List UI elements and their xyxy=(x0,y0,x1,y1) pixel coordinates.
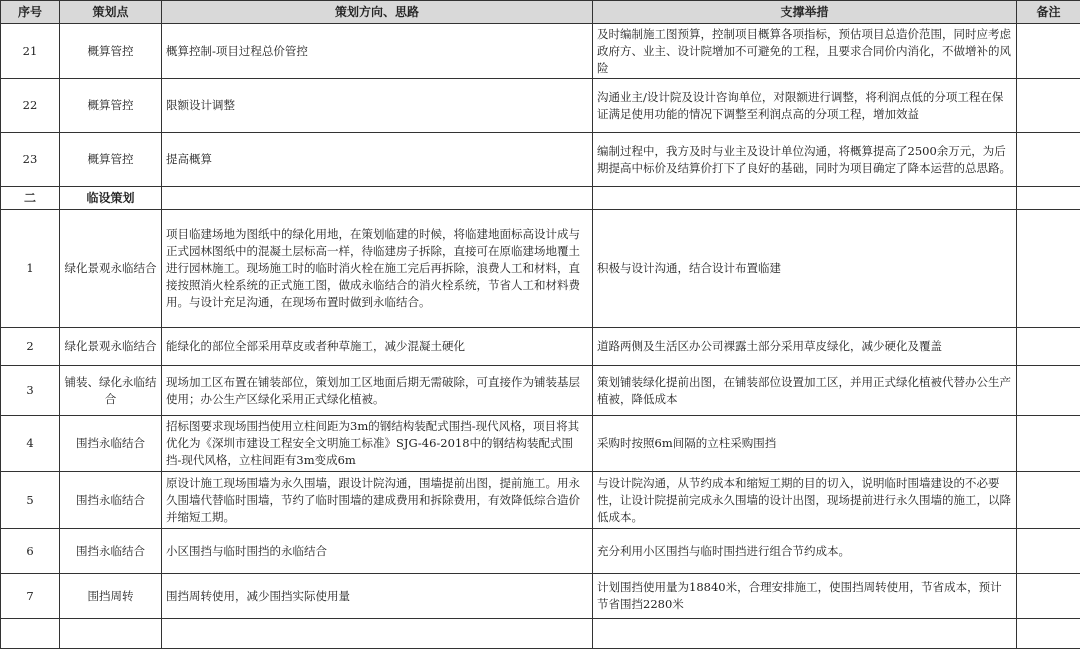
cell-direction xyxy=(162,187,593,210)
cell-measures xyxy=(593,187,1017,210)
cell-no: 21 xyxy=(1,24,60,79)
cell-remark xyxy=(1017,472,1080,529)
table-row xyxy=(1,529,1080,574)
table-row xyxy=(1,619,1080,649)
cell-point: 绿化景观永临结合 xyxy=(60,328,162,366)
table-row xyxy=(1,366,1080,416)
cell-no xyxy=(1,619,60,649)
cell-no: 22 xyxy=(1,79,60,133)
cell-measures: 与设计院沟通，从节约成本和缩短工期的目的切入，说明临时围墙建设的不必要性，让设计院提前完成永久围墙的设计出图，现场提前进行永久围墙的施工，以降低成本。 xyxy=(593,472,1017,529)
cell-point: 概算管控 xyxy=(60,79,162,133)
table-row xyxy=(1,24,1080,79)
cell-remark xyxy=(1017,416,1080,472)
table-row xyxy=(1,79,1080,133)
section-no: 二 xyxy=(1,187,60,210)
section-row xyxy=(1,187,1080,210)
cell-measures: 采购时按照6m间隔的立柱采购围挡 xyxy=(593,416,1017,472)
cell-point: 铺装、绿化永临结合 xyxy=(60,366,162,416)
cell-point: 围挡永临结合 xyxy=(60,416,162,472)
header-measures: 支撑举措 xyxy=(593,1,1017,24)
cell-no: 2 xyxy=(1,328,60,366)
cell-measures: 道路两侧及生活区办公司裸露土部分采用草皮绿化，减少硬化及覆盖 xyxy=(593,328,1017,366)
cell-remark xyxy=(1017,619,1080,649)
cell-no: 3 xyxy=(1,366,60,416)
cell-point: 概算管控 xyxy=(60,133,162,187)
cell-direction: 能绿化的部位全部采用草皮或者种草施工，减少混凝土硬化 xyxy=(162,328,593,366)
cell-no: 7 xyxy=(1,574,60,619)
cell-remark xyxy=(1017,79,1080,133)
cell-direction: 限额设计调整 xyxy=(162,79,593,133)
cell-direction: 提高概算 xyxy=(162,133,593,187)
cell-point: 概算管控 xyxy=(60,24,162,79)
header-point: 策划点 xyxy=(60,1,162,24)
cell-measures: 及时编制施工图预算，控制项目概算各项指标，预估项目总造价范围，同时应考虑政府方、业主、设计院增加不可避免的工程，且要求合同价内消化，不做增补的风险 xyxy=(593,24,1017,79)
cell-direction: 现场加工区布置在铺装部位，策划加工区地面后期无需破除，可直接作为铺装基层使用；办公生产区绿化采用正式绿化植被。 xyxy=(162,366,593,416)
cell-remark xyxy=(1017,24,1080,79)
cell-measures: 沟通业主/设计院及设计咨询单位，对限额进行调整，将利润点低的分项工程在保证满足使用功能的情况下调整至利润点高的分项工程，增加效益 xyxy=(593,79,1017,133)
cell-point: 围挡周转 xyxy=(60,574,162,619)
header-remark: 备注 xyxy=(1017,1,1080,24)
cell-measures: 策划铺装绿化提前出图，在铺装部位设置加工区，并用正式绿化植被代替办公生产植被，降低成本 xyxy=(593,366,1017,416)
cell-point: 围挡永临结合 xyxy=(60,529,162,574)
cell-remark xyxy=(1017,529,1080,574)
cell-direction xyxy=(162,619,593,649)
table-row xyxy=(1,328,1080,366)
table-header-row xyxy=(1,1,1080,24)
cell-remark xyxy=(1017,574,1080,619)
cell-point xyxy=(60,619,162,649)
cell-direction: 小区围挡与临时围挡的永临结合 xyxy=(162,529,593,574)
cell-direction: 招标图要求现场围挡使用立柱间距为3m的钢结构装配式围挡-现代风格，项目将其优化为《深圳市建设工程安全文明施工标准》SJG-46-2018中的钢结构装配式围挡-现代风格，立柱间距有3m变成6m xyxy=(162,416,593,472)
cell-no: 5 xyxy=(1,472,60,529)
table-row xyxy=(1,210,1080,328)
cell-no: 6 xyxy=(1,529,60,574)
table-row xyxy=(1,472,1080,529)
cell-measures: 编制过程中，我方及时与业主及设计单位沟通，将概算提高了2500余万元，为后期提高中标价及结算价打下了良好的基础，同时为项目确定了降本运营的总思路。 xyxy=(593,133,1017,187)
section-title: 临设策划 xyxy=(60,187,162,210)
cell-remark xyxy=(1017,133,1080,187)
cell-direction: 围挡周转使用，减少围挡实际使用量 xyxy=(162,574,593,619)
cell-direction: 项目临建场地为图纸中的绿化用地，在策划临建的时候，将临建地面标高设计成与正式园林图纸中的混凝土层标高一样，待临建房子拆除，直接可在原临建场地覆土进行园林施工。现场施工时的临时消火栓在施工完后再拆除，浪费人工和材料，直接按照消火栓系统的正式施工图，做成永临结合的消火栓系统，节省人工和材料费用。与设计充足沟通，在现场布置时做到永临结合。 xyxy=(162,210,593,328)
cell-point: 围挡永临结合 xyxy=(60,472,162,529)
cell-remark xyxy=(1017,210,1080,328)
table-row xyxy=(1,133,1080,187)
cell-direction: 原设计施工现场围墙为永久围墙，跟设计院沟通，围墙提前出图，提前施工。用永久围墙代替临时围墙，节约了临时围墙的建成费用和拆除费用，有效降低综合造价并缩短工期。 xyxy=(162,472,593,529)
cell-remark xyxy=(1017,187,1080,210)
cell-measures: 充分利用小区围挡与临时围挡进行组合节约成本。 xyxy=(593,529,1017,574)
cell-point: 绿化景观永临结合 xyxy=(60,210,162,328)
cell-measures: 计划围挡使用量为18840米，合理安排施工，使围挡周转使用，节省成本，预计节省围挡2280米 xyxy=(593,574,1017,619)
cell-remark xyxy=(1017,328,1080,366)
cell-no: 23 xyxy=(1,133,60,187)
table-row xyxy=(1,416,1080,472)
header-no: 序号 xyxy=(1,1,60,24)
table-row xyxy=(1,574,1080,619)
cell-direction: 概算控制-项目过程总价管控 xyxy=(162,24,593,79)
cell-no: 1 xyxy=(1,210,60,328)
cell-no: 4 xyxy=(1,416,60,472)
header-direction: 策划方向、思路 xyxy=(162,1,593,24)
cell-measures xyxy=(593,619,1017,649)
cell-measures: 积极与设计沟通，结合设计布置临建 xyxy=(593,210,1017,328)
cell-remark xyxy=(1017,366,1080,416)
